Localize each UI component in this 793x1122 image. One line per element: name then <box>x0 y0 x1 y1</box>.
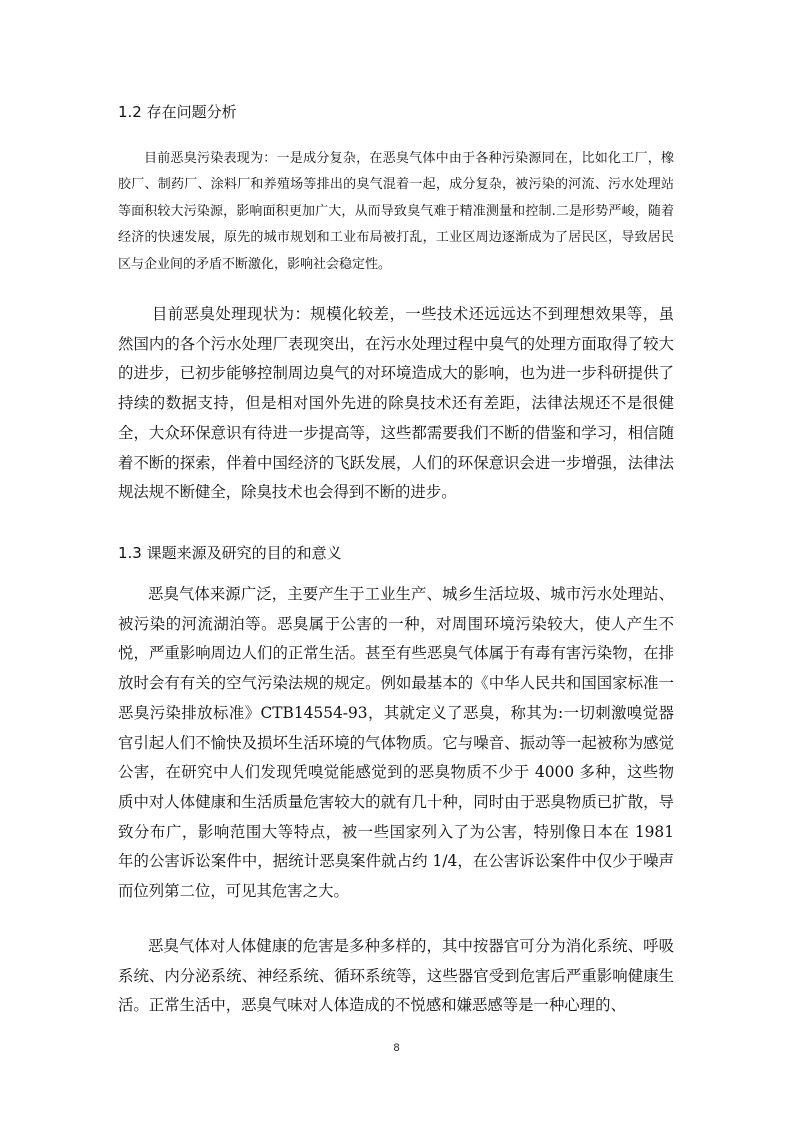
page-number: 8 <box>393 1042 400 1054</box>
paragraph-health-hazards: 恶臭气体对人体健康的危害是多种多样的，其中按器官可分为消化系统、呼吸系统、内分泌系统、神经系统、循环系统等，这些器官受到危害后严重影响健康生活。正常生活中，恶臭气味对人体造成的不悦感和嫌恶感等是一种心理的、 <box>118 937 674 1015</box>
section-heading-1-3: 1.3 课题来源及研究的目的和意义 <box>118 544 342 562</box>
paragraph-treatment-status: 目前恶臭处理现状为：规模化较差，一些技术还远远达不到理想效果等，虽然国内的各个污水处理厂表现突出，在污水处理过程中臭气的处理方面取得了较大的进步，已初步能够控制周边臭气的对环境造成大的影响，也为进一步科研提供了持续的数据支持，但是相对国外先进的除臭技术还有差距，法律法规还不是很健全，大众环保意识有待进一步提高等，这些都需要我们不断的借鉴和学习，相信随着不断的探索，伴着中国经济的飞跃发展，人们的环保意识会进一步增强，法律法规法规不断健全，除臭技术也会得到不断的进步。 <box>118 305 674 502</box>
paragraph-pollution-characteristics: 目前恶臭污染表现为：一是成分复杂，在恶臭气体中由于各种污染源同在，比如化工厂，橡胶厂、制药厂、涂料厂和养殖场等排出的臭气混着一起，成分复杂，被污染的河流、污水处理站等面积较大污染源，影响面积更加广大，从而导致臭气难于精准测量和控制.二是形势严峻，随着经济的快速发展，原先的城市规划和工业布局被打乱，工业区周边逐渐成为了居民区，导致居民区与企业间的矛盾不断激化，影响社会稳定性。 <box>118 151 674 272</box>
paragraph-odor-sources: 恶臭气体来源广泛，主要产生于工业生产、城乡生活垃圾、城市污水处理站、被污染的河流湖泊等。恶臭属于公害的一种，对周围环境污染较大，使人产生不悦，严重影响周边人们的正常生活。甚至有些恶臭气体属于有毒有害污染物，在排放时会有有关的空气污染法规的规定。例如最基本的《中华人民共和国国家标准一恶臭污染排放标准》CTB14554-93，其就定义了恶臭，称其为:一切刺激嗅觉器官引起人们不愉快及损坏生活环境的气体物质。它与噪音、振动等一起被称为感觉公害，在研究中人们发现凭嗅觉能感觉到的恶臭物质不少于 4000 多种，这些物质中对人体健康和生活质量危害较大的就有几十种，同时由于恶臭物质已扩散，导致分布广，影响范围大等特点，被一些国家列入了为公害，特别像日本在 1981 年的公害诉讼案件中，据统计恶臭案件就占约 1/4，在公害诉讼案件中仅少于噪声而位列第二位，可见其危害之大。 <box>118 585 674 901</box>
section-heading-1-2: 1.2 存在问题分析 <box>118 103 237 121</box>
